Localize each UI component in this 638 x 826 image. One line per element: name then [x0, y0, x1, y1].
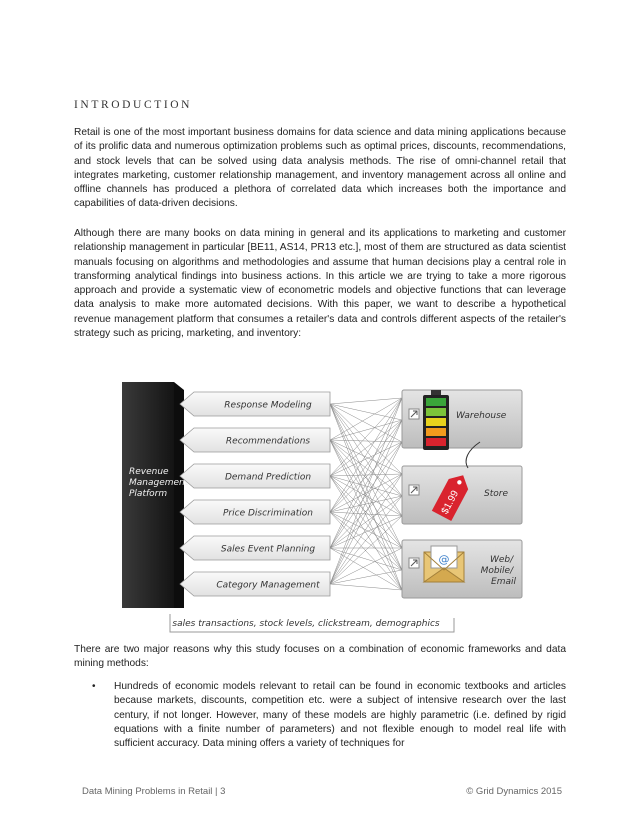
- module-arrow: [180, 428, 330, 452]
- module-label: Response Modeling: [224, 400, 312, 411]
- module-arrow: [180, 536, 330, 560]
- module-label: Category Management: [216, 580, 320, 591]
- paragraph-intro: Retail is one of the most important business domains for data science and data mining applications because of its prolific data and numerous optimization problems such as optimal prices, discounts, recommendations, and stock levels that can be solved using data analysis methods. The rise of omni-channel retail that integrates marketing, customer relationship management, and inventory management across all online and offline channels has produced a plethora of correlated data which increases both the importance and capabilities of data-driven decisions.: [74, 127, 566, 210]
- connection-lines: [330, 398, 402, 590]
- channel-warehouse: [402, 390, 522, 450]
- section-heading: INTRODUCTION: [74, 99, 193, 111]
- reasons-list: [74, 680, 566, 751]
- module-label: Demand Prediction: [224, 472, 312, 483]
- svg-text:Warehouse: Warehouse: [456, 411, 507, 421]
- module-arrow: [180, 464, 330, 488]
- svg-text:@: @: [438, 553, 450, 566]
- bullet-icon: •: [92, 681, 96, 692]
- module-arrow: [180, 500, 330, 524]
- module-label: Sales Event Planning: [220, 544, 316, 555]
- module-arrow: [180, 392, 330, 416]
- battery-icon: [423, 390, 449, 450]
- svg-text:Web/ Mobile/ E: Web/ Mobile/ Email: [480, 555, 516, 587]
- paragraph-reasons: There are two major reasons why this study focuses on a combination of economic frameworks and data mining methods:: [74, 644, 566, 670]
- list-item-text: Hundreds of economic models relevant to retail can be found in economic textbooks and articles because markets, discounts, competition etc. were a subject of intensive research over the last century, if not longer. However, many of these models are highly parametric (i.e. defined by rigid equations with a finite number of parameters) and not flexible enough to model real life with sufficient accuracy. Data mining offers a variety of techniques for: [114, 681, 566, 750]
- inputs-caption: sales transactions, stock levels, clickstream, demographics: [172, 619, 440, 629]
- platform-label: Revenue Management Platform: [129, 467, 189, 499]
- svg-text:$1.99: $1.99: [439, 488, 462, 517]
- module-label: Recommendations: [225, 436, 311, 447]
- footer-copyright: © Grid Dynamics 2015: [466, 786, 562, 797]
- module-list: [180, 392, 330, 596]
- revenue-platform-diagram: [118, 376, 528, 634]
- paragraph-motivation: Although there are many books on data mining in general and its applications to marketing and customer relationship management in particular [BE11, AS14, PR13 etc.], most of them are structured as data scientist manuals focusing on algorithms and methodologies and assume that human decisions play a central role in transforming analytical findings into business actions. In this article we are trying to take a more rigorous approach and provide a systematic view of econometric models and objective functions that can leverage data analysis to make more automated decisions. With this paper, we want to describe a hypothetical revenue management platform that consumes a retailer's data and controls different aspects of the retailer's strategy such as pricing, marketing, and inventory:: [74, 228, 566, 340]
- footer-page-label: Data Mining Problems in Retail | 3: [82, 786, 226, 797]
- channel-store: [402, 442, 522, 524]
- module-label: Price Discrimination: [223, 508, 313, 519]
- channel-web-mobile-email: [402, 540, 522, 598]
- list-item: [74, 680, 566, 751]
- module-arrow: [180, 572, 330, 596]
- svg-text:Store: Store: [484, 489, 508, 499]
